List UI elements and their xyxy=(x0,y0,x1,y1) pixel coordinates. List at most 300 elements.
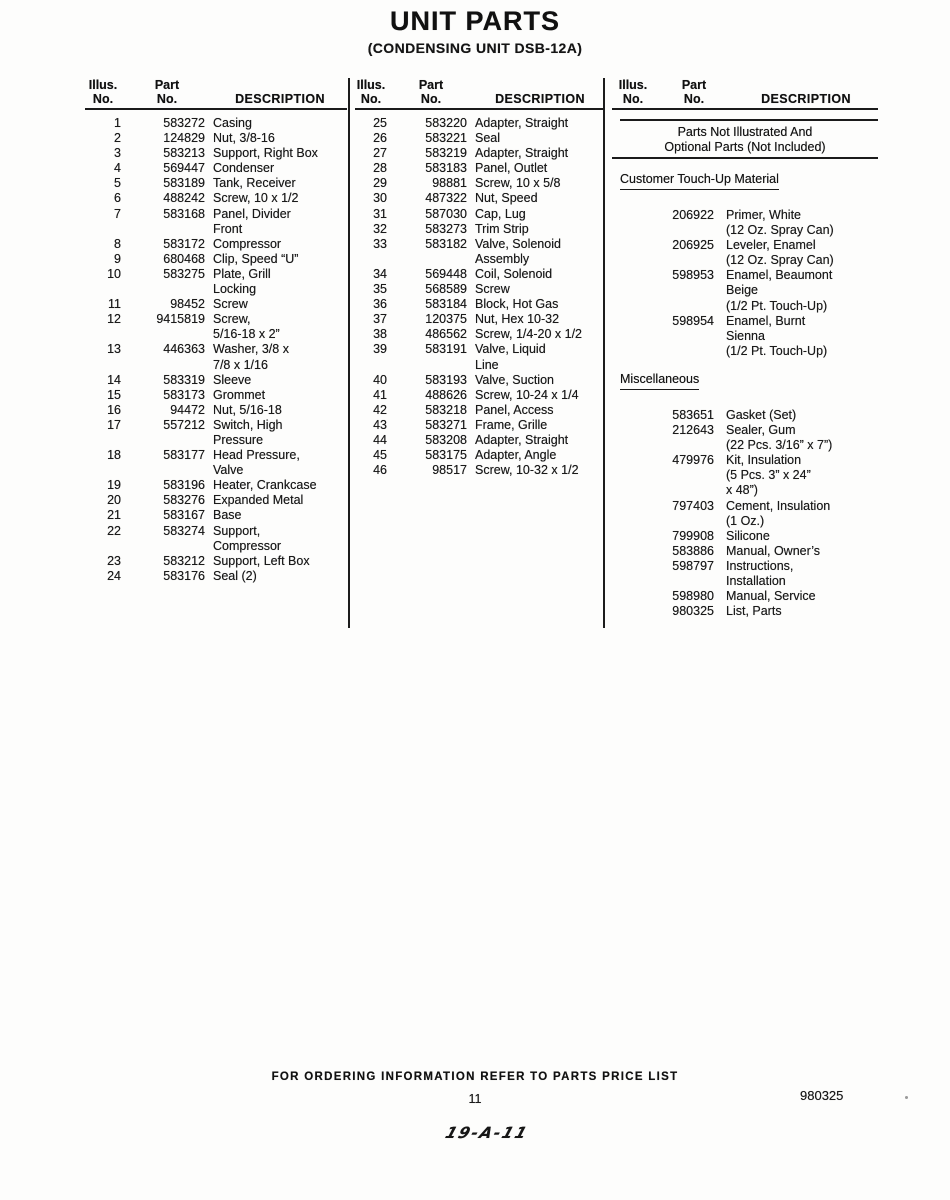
description-line: Sienna xyxy=(726,328,765,343)
description-line: Pressure xyxy=(213,432,264,447)
page-title: UNIT PARTS xyxy=(390,6,560,36)
illus-no: 28 xyxy=(373,161,387,176)
header-illus: Illus. xyxy=(356,78,386,92)
part-row xyxy=(355,327,605,342)
part-no: 212643 xyxy=(672,423,714,438)
part-row xyxy=(85,176,347,191)
part-no: 98881 xyxy=(432,176,467,191)
description-line: Panel, Access xyxy=(475,402,554,417)
part-description xyxy=(726,453,878,498)
description-line: Washer, 3/8 x xyxy=(213,342,289,357)
page-number: 11 xyxy=(468,1092,482,1106)
description-line: Cap, Lug xyxy=(475,206,526,221)
part-description xyxy=(475,312,605,327)
description-line: Screw xyxy=(213,297,248,312)
header-part: Part xyxy=(681,78,707,92)
description-line: Heater, Crankcase xyxy=(213,478,317,493)
description-line: Silicone xyxy=(726,528,770,543)
description-line: Adapter, Straight xyxy=(475,432,569,447)
part-row xyxy=(612,499,878,529)
description-line: Grommet xyxy=(213,387,266,402)
part-row xyxy=(612,453,878,498)
part-description xyxy=(213,237,347,252)
part-description xyxy=(213,478,347,493)
illus-no: 24 xyxy=(107,568,121,583)
part-no: 583220 xyxy=(425,116,467,130)
illus-no: 34 xyxy=(373,266,387,281)
description-line: Locking xyxy=(213,282,257,297)
part-no: 980325 xyxy=(672,604,714,619)
header-no: No. xyxy=(622,92,644,106)
part-row xyxy=(612,314,878,359)
part-description xyxy=(475,267,605,282)
part-description xyxy=(213,131,347,146)
part-description xyxy=(213,176,347,191)
description-line: Panel, Divider xyxy=(213,206,291,221)
description-line: Base xyxy=(213,508,242,523)
part-no: 487322 xyxy=(425,191,467,206)
part-no: 583191 xyxy=(425,342,467,357)
part-row xyxy=(85,493,347,508)
part-no: 98452 xyxy=(170,297,205,312)
part-description xyxy=(475,403,605,418)
description-line: Plate, Grill xyxy=(213,266,271,281)
part-row xyxy=(355,312,605,327)
part-no: 583168 xyxy=(163,206,205,221)
part-description xyxy=(726,208,878,238)
part-description xyxy=(213,267,347,297)
header-no: No. xyxy=(683,92,705,106)
part-no: 488626 xyxy=(425,387,467,402)
illus-no: 45 xyxy=(373,448,387,463)
part-no: 598797 xyxy=(672,558,714,573)
header-no: No. xyxy=(156,92,178,106)
description-line: Seal xyxy=(475,131,501,146)
description-line: 5/16-18 x 2” xyxy=(213,327,280,342)
part-no: 583275 xyxy=(163,266,205,281)
part-description xyxy=(475,297,605,312)
description-line: Block, Hot Gas xyxy=(475,297,559,312)
part-no: 583274 xyxy=(163,523,205,538)
description-line: Support, Right Box xyxy=(213,146,318,161)
description-line: Nut, 3/8-16 xyxy=(213,131,275,146)
illus-no: 4 xyxy=(114,161,121,176)
description-line: Installation xyxy=(726,573,786,588)
description-line: Valve, Liquid xyxy=(475,342,546,357)
part-no: 583272 xyxy=(163,116,205,130)
illus-no: 21 xyxy=(107,508,121,523)
ordering-note: FOR ORDERING INFORMATION REFER TO PARTS PRICE LIST xyxy=(271,1071,679,1083)
illus-no: 29 xyxy=(373,176,387,191)
part-description xyxy=(213,493,347,508)
part-description xyxy=(213,373,347,388)
part-row xyxy=(355,207,605,222)
part-row xyxy=(85,508,347,523)
part-no: 583184 xyxy=(425,297,467,312)
header-description: DESCRIPTION xyxy=(235,92,325,106)
description-line: Screw, xyxy=(213,312,251,327)
illus-no: 35 xyxy=(373,282,387,297)
part-row xyxy=(612,268,878,313)
optional-parts-sections xyxy=(612,159,878,619)
part-description xyxy=(475,207,605,222)
description-line: Sleeve xyxy=(213,372,252,387)
illus-no: 41 xyxy=(373,387,387,402)
description-line: (12 Oz. Spray Can) xyxy=(726,253,834,268)
part-no: 206925 xyxy=(672,238,714,253)
part-no: 583189 xyxy=(163,176,205,191)
description-line: (1/2 Pt. Touch-Up) xyxy=(726,343,828,358)
description-line: Support, Left Box xyxy=(213,553,310,568)
description-line: Adapter, Straight xyxy=(475,146,569,161)
part-row xyxy=(85,116,347,131)
part-description xyxy=(726,589,878,604)
part-row xyxy=(355,297,605,312)
illus-no: 46 xyxy=(373,463,387,478)
section-items xyxy=(612,408,878,619)
header-description: DESCRIPTION xyxy=(495,92,585,106)
illus-no: 26 xyxy=(373,131,387,146)
header-no: No. xyxy=(360,92,382,106)
part-no: 583208 xyxy=(425,432,467,447)
part-description xyxy=(726,544,878,559)
description-line: Trim Strip xyxy=(475,221,529,236)
part-row xyxy=(612,423,878,453)
part-row xyxy=(612,589,878,604)
part-no: 583175 xyxy=(425,448,467,463)
part-description xyxy=(213,312,347,342)
part-row xyxy=(612,408,878,423)
document-number: 980325 xyxy=(800,1088,844,1103)
part-row xyxy=(85,418,347,448)
description-line: Line xyxy=(475,357,499,372)
description-line: Frame, Grille xyxy=(475,417,548,432)
part-row xyxy=(355,191,605,206)
illus-no: 13 xyxy=(107,342,121,357)
description-line: (12 Oz. Spray Can) xyxy=(726,223,834,238)
table-header xyxy=(85,78,347,110)
illus-no: 27 xyxy=(373,146,387,161)
illus-no: 5 xyxy=(114,176,121,191)
description-line: Nut, 5/16-18 xyxy=(213,402,282,417)
illus-no: 30 xyxy=(373,191,387,206)
illus-no: 7 xyxy=(114,206,121,221)
part-row xyxy=(355,448,605,463)
header-no: No. xyxy=(92,92,114,106)
part-no: 9415819 xyxy=(156,312,205,327)
part-no: 120375 xyxy=(425,312,467,327)
part-no: 206922 xyxy=(672,208,714,222)
part-description xyxy=(726,268,878,313)
parts-rows xyxy=(85,116,347,584)
part-row xyxy=(612,208,878,238)
description-line: Valve, Solenoid xyxy=(475,236,561,251)
part-row xyxy=(355,176,605,191)
illus-no: 17 xyxy=(107,417,121,432)
part-no: 583172 xyxy=(163,236,205,251)
part-description xyxy=(213,161,347,176)
part-no: 569448 xyxy=(425,266,467,281)
part-row xyxy=(85,403,347,418)
part-description xyxy=(213,191,347,206)
section-rule xyxy=(620,119,878,121)
illus-no: 16 xyxy=(107,402,121,417)
column-divider-line xyxy=(348,78,350,628)
part-no: 583651 xyxy=(672,407,714,422)
part-description xyxy=(475,418,605,433)
part-row xyxy=(355,403,605,418)
part-no: 583193 xyxy=(425,372,467,387)
parts-column-3 xyxy=(612,78,878,619)
illus-no: 2 xyxy=(114,131,121,146)
part-description xyxy=(213,403,347,418)
part-description xyxy=(213,146,347,161)
illus-no: 40 xyxy=(373,372,387,387)
description-line: Primer, White xyxy=(726,208,802,222)
part-no: 486562 xyxy=(425,327,467,342)
illus-no: 36 xyxy=(373,297,387,312)
handwritten-note: 19-A-11 xyxy=(443,1124,531,1142)
illus-no: 39 xyxy=(373,342,387,357)
part-description xyxy=(475,161,605,176)
illus-no: 43 xyxy=(373,417,387,432)
description-line: (1/2 Pt. Touch-Up) xyxy=(726,298,828,313)
description-line: Tank, Receiver xyxy=(213,176,296,191)
illus-no: 33 xyxy=(373,236,387,251)
description-line: Expanded Metal xyxy=(213,493,304,508)
illus-no: 25 xyxy=(373,116,387,130)
part-no: 479976 xyxy=(672,453,714,468)
illus-no: 20 xyxy=(107,493,121,508)
part-description xyxy=(726,559,878,589)
description-line: Adapter, Straight xyxy=(475,116,569,130)
part-no: 598980 xyxy=(672,589,714,604)
section-items xyxy=(612,208,878,359)
part-description xyxy=(475,388,605,403)
part-no: 583173 xyxy=(163,387,205,402)
part-description xyxy=(726,314,878,359)
part-row xyxy=(85,388,347,403)
illus-no: 14 xyxy=(107,372,121,387)
header-illus: Illus. xyxy=(88,78,118,92)
description-line: Sealer, Gum xyxy=(726,423,796,438)
part-description xyxy=(213,524,347,554)
part-description xyxy=(726,408,878,423)
part-row xyxy=(612,238,878,268)
part-row xyxy=(85,252,347,267)
part-no: 583219 xyxy=(425,146,467,161)
part-row xyxy=(355,146,605,161)
description-line: Screw, 1/4-20 x 1/2 xyxy=(475,327,583,342)
description-line: Manual, Service xyxy=(726,589,816,604)
description-line: Compressor xyxy=(213,236,282,251)
description-line: Screw, 10 x 1/2 xyxy=(213,191,299,206)
part-row xyxy=(612,544,878,559)
part-row xyxy=(355,282,605,297)
parts-column-1 xyxy=(85,78,347,584)
illus-no: 9 xyxy=(114,251,121,266)
part-description xyxy=(213,342,347,372)
part-description xyxy=(213,297,347,312)
part-no: 94472 xyxy=(170,402,205,417)
illus-no: 37 xyxy=(373,312,387,327)
illus-no: 23 xyxy=(107,553,121,568)
description-line: Clip, Speed “U” xyxy=(213,251,299,266)
part-no: 557212 xyxy=(163,417,205,432)
header-illus: Illus. xyxy=(618,78,648,92)
description-line: Screw, 10-24 x 1/4 xyxy=(475,387,579,402)
illus-no: 38 xyxy=(373,327,387,342)
illus-no: 31 xyxy=(373,206,387,221)
illus-no: 19 xyxy=(107,478,121,493)
description-line: Compressor xyxy=(213,538,282,553)
part-row xyxy=(355,116,605,131)
part-description xyxy=(213,448,347,478)
part-no: 583213 xyxy=(163,146,205,161)
part-no: 583167 xyxy=(163,508,205,523)
part-row xyxy=(85,237,347,252)
description-line: Support, xyxy=(213,523,261,538)
not-illustrated-heading: Parts Not Illustrated And Optional Parts (Not Included) xyxy=(664,125,826,154)
description-line: Switch, High xyxy=(213,417,283,432)
part-row xyxy=(355,237,605,267)
part-description xyxy=(475,146,605,161)
part-row xyxy=(85,312,347,342)
part-no: 583886 xyxy=(672,543,714,558)
part-description xyxy=(726,238,878,268)
part-row xyxy=(355,388,605,403)
description-line: (22 Pcs. 3/16” x 7”) xyxy=(726,438,833,453)
part-row xyxy=(355,373,605,388)
description-line: Coil, Solenoid xyxy=(475,266,553,281)
part-description xyxy=(475,463,605,478)
part-no: 583176 xyxy=(163,568,205,583)
part-row xyxy=(85,297,347,312)
illus-no: 3 xyxy=(114,146,121,161)
part-no: 583218 xyxy=(425,402,467,417)
description-line: Cement, Insulation xyxy=(726,498,831,513)
part-row xyxy=(85,207,347,237)
part-no: 583212 xyxy=(163,553,205,568)
header-part: Part xyxy=(418,78,444,92)
part-description xyxy=(475,237,605,267)
description-line: Condenser xyxy=(213,161,275,176)
part-row xyxy=(355,463,605,478)
illus-no: 6 xyxy=(114,191,121,206)
part-row xyxy=(355,267,605,282)
description-line: Assembly xyxy=(475,251,530,266)
part-description xyxy=(475,327,605,342)
part-description xyxy=(213,569,347,584)
description-line: Adapter, Angle xyxy=(475,448,557,463)
part-row xyxy=(85,146,347,161)
description-line: Instructions, xyxy=(726,558,794,573)
part-description xyxy=(213,418,347,448)
scan-speck xyxy=(905,1096,908,1099)
header-part: Part xyxy=(154,78,180,92)
part-row xyxy=(355,222,605,237)
description-line: Screw xyxy=(475,282,510,297)
part-description xyxy=(213,207,347,237)
part-description xyxy=(726,423,878,453)
description-line: Seal (2) xyxy=(213,568,257,583)
description-line: Screw, 10-32 x 1/2 xyxy=(475,463,579,478)
part-row xyxy=(355,433,605,448)
description-line: (1 Oz.) xyxy=(726,513,765,528)
part-description xyxy=(475,448,605,463)
part-description xyxy=(726,499,878,529)
part-row xyxy=(355,161,605,176)
part-description xyxy=(726,604,878,619)
part-no: 446363 xyxy=(163,342,205,357)
description-line: Front xyxy=(213,221,243,236)
part-no: 488242 xyxy=(163,191,205,206)
description-line: Valve, Suction xyxy=(475,372,554,387)
part-description xyxy=(475,373,605,388)
illus-no: 11 xyxy=(108,297,121,312)
part-no: 680468 xyxy=(163,251,205,266)
description-line: Casing xyxy=(213,116,252,130)
part-row xyxy=(85,478,347,493)
header-description: DESCRIPTION xyxy=(761,92,851,106)
part-row xyxy=(85,267,347,297)
illus-no: 12 xyxy=(107,312,121,327)
part-no: 583319 xyxy=(163,372,205,387)
description-line: (5 Pcs. 3” x 24” xyxy=(726,468,811,483)
description-line: Enamel, Burnt xyxy=(726,313,806,328)
part-row xyxy=(85,161,347,176)
part-no: 583183 xyxy=(425,161,467,176)
header-no: No. xyxy=(420,92,442,106)
illus-no: 10 xyxy=(107,266,121,281)
part-description xyxy=(475,191,605,206)
part-description xyxy=(475,433,605,448)
part-row xyxy=(85,524,347,554)
part-no: 598953 xyxy=(672,268,714,283)
part-row xyxy=(85,569,347,584)
part-row xyxy=(355,418,605,433)
description-line: Nut, Speed xyxy=(475,191,538,206)
page-subtitle: (CONDENSING UNIT DSB-12A) xyxy=(367,40,583,56)
description-line: Nut, Hex 10-32 xyxy=(475,312,560,327)
part-description xyxy=(475,342,605,372)
part-row xyxy=(612,529,878,544)
description-line: Manual, Owner’s xyxy=(726,543,821,558)
description-line: Screw, 10 x 5/8 xyxy=(475,176,561,191)
part-row xyxy=(355,342,605,372)
part-row xyxy=(85,342,347,372)
part-description xyxy=(213,116,347,131)
part-no: 583273 xyxy=(425,221,467,236)
part-no: 583276 xyxy=(163,493,205,508)
part-no: 583221 xyxy=(425,131,467,146)
description-line: x 48”) xyxy=(726,483,758,498)
illus-no: 1 xyxy=(114,116,121,130)
description-line: Kit, Insulation xyxy=(726,453,802,468)
description-line: Leveler, Enamel xyxy=(726,238,816,253)
part-no: 583177 xyxy=(163,448,205,463)
description-line: 7/8 x 1/16 xyxy=(213,357,268,372)
part-row xyxy=(85,131,347,146)
parts-rows xyxy=(355,116,605,478)
table-header xyxy=(355,78,605,110)
part-row xyxy=(355,131,605,146)
part-description xyxy=(213,508,347,523)
illus-no: 15 xyxy=(107,387,121,402)
part-description xyxy=(213,554,347,569)
part-no: 799908 xyxy=(672,528,714,543)
part-no: 583182 xyxy=(425,236,467,251)
